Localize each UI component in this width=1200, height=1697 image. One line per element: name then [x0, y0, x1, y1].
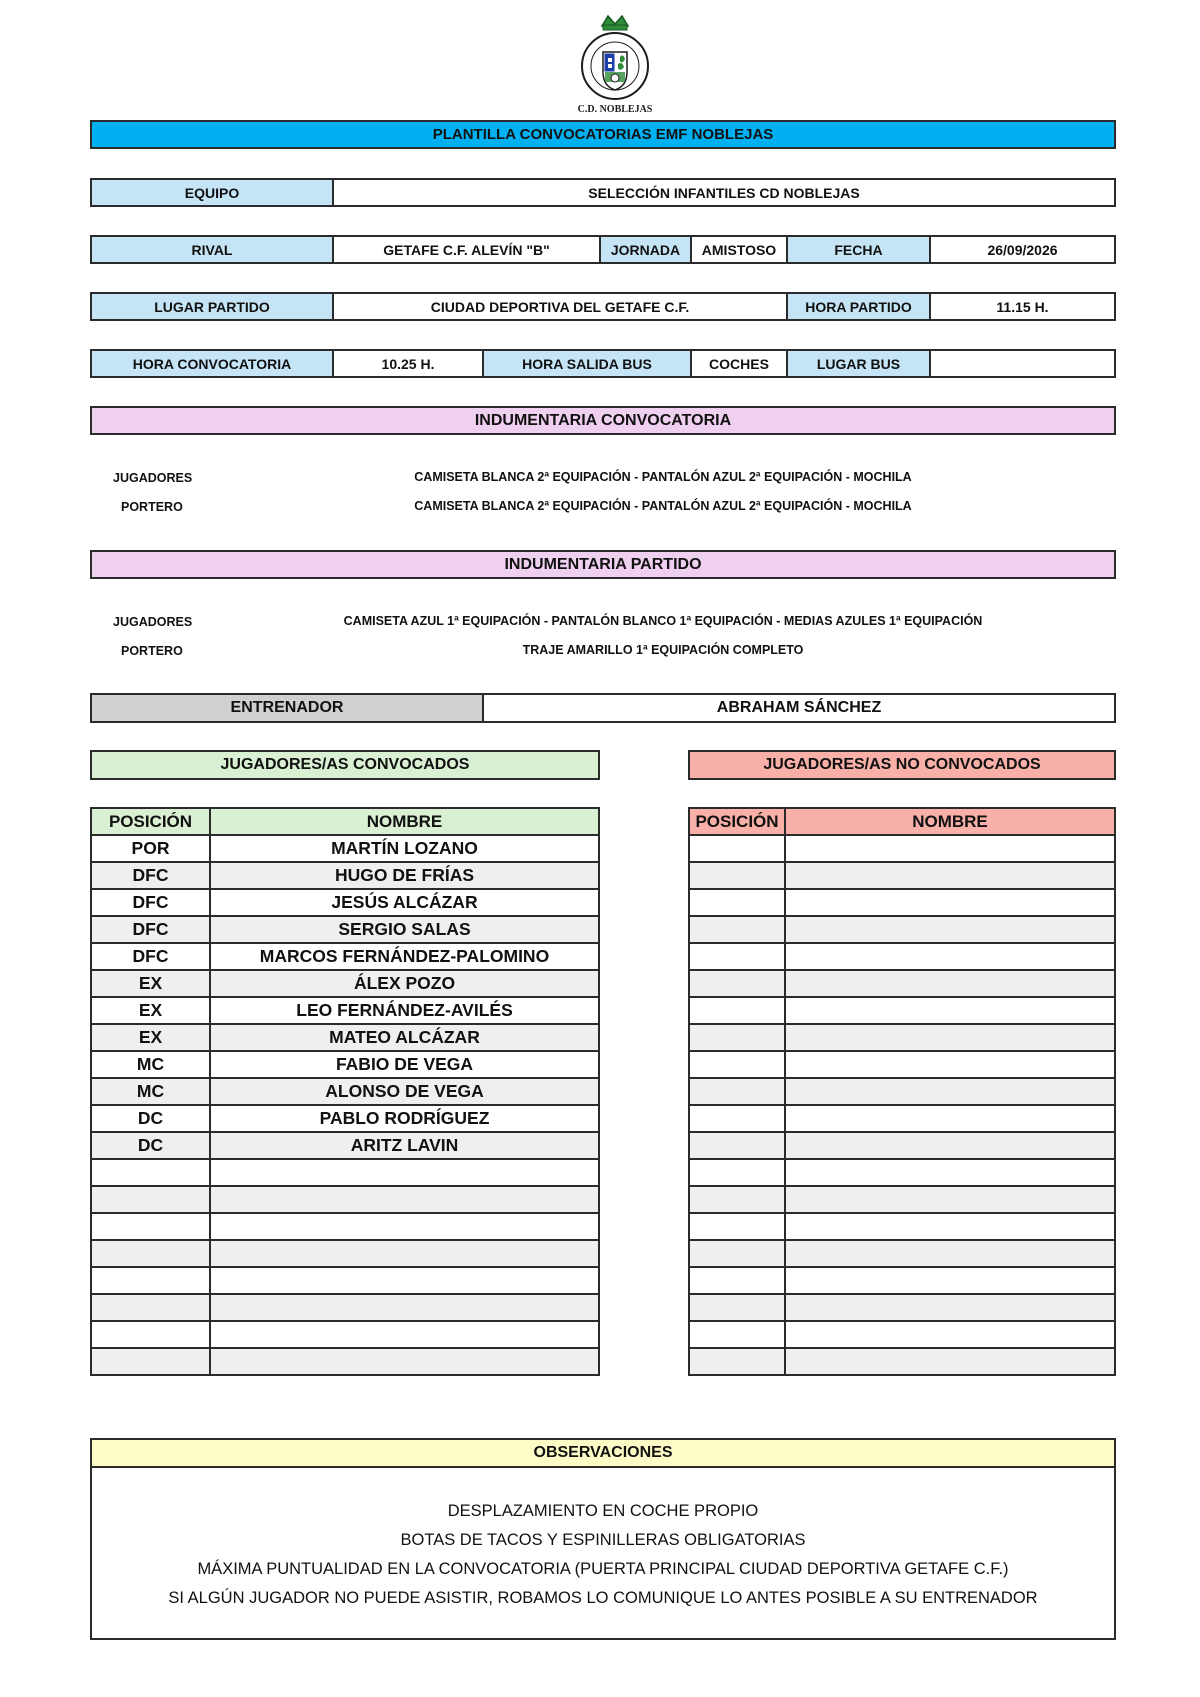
table-row	[689, 1159, 1115, 1186]
row-posicion	[689, 1078, 785, 1105]
table-row	[689, 862, 1115, 889]
table-row	[91, 997, 599, 1024]
row-posicion	[91, 1294, 210, 1321]
observaciones-header	[90, 1438, 1116, 1468]
row-nombre: LEO FERNÁNDEZ-AVILÉS	[210, 997, 599, 1024]
table-row	[689, 1348, 1115, 1375]
rival-value: GETAFE C.F. ALEVÍN "B"	[334, 237, 601, 262]
row-nombre	[210, 1294, 599, 1321]
table-row	[91, 1267, 599, 1294]
row-posicion: MC	[91, 1051, 210, 1078]
row-posicion	[689, 1105, 785, 1132]
row-nombre	[210, 1321, 599, 1348]
row-posicion	[689, 1348, 785, 1375]
page-title	[90, 120, 1116, 149]
no-convocados-table	[688, 807, 1116, 1376]
table-row	[689, 1294, 1115, 1321]
row-posicion	[91, 1240, 210, 1267]
row-nombre	[785, 862, 1115, 889]
row-nombre	[785, 1321, 1115, 1348]
observacion-line: BOTAS DE TACOS Y ESPINILLERAS OBLIGATORIAS	[400, 1531, 806, 1549]
table-row	[91, 1240, 599, 1267]
observacion-line: SI ALGÚN JUGADOR NO PUEDE ASISTIR, ROBAMOS LO COMUNIQUE LO ANTES POSIBLE A SU ENTRENADOR	[168, 1589, 1038, 1607]
table-row	[91, 835, 599, 862]
row-posicion	[91, 1159, 210, 1186]
row-posicion	[689, 1321, 785, 1348]
observacion-line: MÁXIMA PUNTUALIDAD EN LA CONVOCATORIA (PUERTA PRINCIPAL CIUDAD DEPORTIVA GETAFE C.F.)	[197, 1560, 1009, 1578]
conv-jugadores-label: JUGADORES	[113, 471, 193, 485]
hora-conv-row	[90, 349, 1116, 378]
table-row	[91, 1213, 599, 1240]
table-row	[91, 916, 599, 943]
row-posicion: DFC	[91, 889, 210, 916]
observaciones-title: OBSERVACIONES	[533, 1444, 673, 1461]
jornada-value: AMISTOSO	[692, 237, 788, 262]
table-row	[91, 1132, 599, 1159]
entrenador-value: ABRAHAM SÁNCHEZ	[484, 695, 1114, 721]
row-nombre	[210, 1186, 599, 1213]
no-convocados-col-posicion: POSICIÓN	[689, 808, 785, 835]
hora-partido-value: 11.15 H.	[931, 294, 1114, 319]
entrenador-label: ENTRENADOR	[92, 695, 484, 721]
row-nombre	[785, 1024, 1115, 1051]
row-posicion	[689, 889, 785, 916]
table-row	[689, 835, 1115, 862]
fecha-value: 26/09/2026	[931, 237, 1114, 262]
indumentaria-partido-title: INDUMENTARIA PARTIDO	[504, 555, 702, 573]
row-posicion: MC	[91, 1078, 210, 1105]
observacion-line: DESPLAZAMIENTO EN COCHE PROPIO	[447, 1502, 759, 1520]
table-row	[91, 1186, 599, 1213]
equipo-label: EQUIPO	[92, 180, 334, 205]
indumentaria-partido-header	[90, 550, 1116, 579]
rival-row	[90, 235, 1116, 264]
table-row	[689, 916, 1115, 943]
conv-portero-kit: CAMISETA BLANCA 2ª EQUIPACIÓN - PANTALÓN AZUL 2ª EQUIPACIÓN - MOCHILA	[414, 499, 912, 513]
table-row	[689, 1213, 1115, 1240]
row-nombre: ALONSO DE VEGA	[210, 1078, 599, 1105]
row-posicion	[689, 1024, 785, 1051]
equipo-row	[90, 178, 1116, 207]
lugar-value: CIUDAD DEPORTIVA DEL GETAFE C.F.	[334, 294, 788, 319]
no-convocados-header	[688, 750, 1116, 780]
table-row	[689, 1051, 1115, 1078]
partido-jugadores-label: JUGADORES	[113, 615, 193, 629]
row-posicion	[689, 1294, 785, 1321]
row-nombre: JESÚS ALCÁZAR	[210, 889, 599, 916]
table-row	[91, 1294, 599, 1321]
row-posicion	[689, 835, 785, 862]
conv-jugadores-kit: CAMISETA BLANCA 2ª EQUIPACIÓN - PANTALÓN AZUL 2ª EQUIPACIÓN - MOCHILA	[414, 470, 912, 484]
table-row	[91, 943, 599, 970]
row-posicion	[91, 1321, 210, 1348]
fecha-label: FECHA	[788, 237, 931, 262]
table-row	[689, 1105, 1115, 1132]
table-row	[91, 1051, 599, 1078]
crest-icon	[570, 12, 660, 115]
row-posicion	[689, 970, 785, 997]
table-row	[689, 943, 1115, 970]
row-posicion: EX	[91, 1024, 210, 1051]
row-posicion	[689, 1159, 785, 1186]
table-row	[689, 1024, 1115, 1051]
row-posicion	[689, 1213, 785, 1240]
table-row	[91, 889, 599, 916]
row-nombre	[785, 1105, 1115, 1132]
lugar-bus-value	[931, 351, 1114, 376]
row-posicion	[689, 1186, 785, 1213]
row-posicion: POR	[91, 835, 210, 862]
jornada-label: JORNADA	[601, 237, 692, 262]
conv-portero-label: PORTERO	[121, 500, 183, 514]
table-row	[91, 1078, 599, 1105]
row-nombre	[785, 889, 1115, 916]
partido-jugadores-kit: CAMISETA AZUL 1ª EQUIPACIÓN - PANTALÓN BLANCO 1ª EQUIPACIÓN - MEDIAS AZULES 1ª EQUIPACIÓN	[343, 614, 983, 628]
convocados-table	[90, 807, 600, 1376]
row-nombre	[785, 1159, 1115, 1186]
partido-portero-kit: TRAJE AMARILLO 1ª EQUIPACIÓN COMPLETO	[522, 643, 804, 657]
table-row	[91, 1348, 599, 1375]
row-posicion	[91, 1213, 210, 1240]
no-convocados-title: JUGADORES/AS NO CONVOCADOS	[763, 756, 1041, 773]
indumentaria-convocatoria-header	[90, 406, 1116, 435]
row-posicion	[689, 1240, 785, 1267]
row-posicion	[689, 997, 785, 1024]
row-nombre	[785, 1186, 1115, 1213]
table-row	[689, 889, 1115, 916]
row-nombre: MARTÍN LOZANO	[210, 835, 599, 862]
convocados-col-posicion: POSICIÓN	[91, 808, 210, 835]
equipo-value: SELECCIÓN INFANTILES CD NOBLEJAS	[334, 180, 1114, 205]
row-nombre: PABLO RODRÍGUEZ	[210, 1105, 599, 1132]
convocados-col-nombre: NOMBRE	[210, 808, 599, 835]
hora-bus-value: COCHES	[692, 351, 788, 376]
row-posicion	[689, 1267, 785, 1294]
row-posicion	[689, 1132, 785, 1159]
row-nombre	[785, 1078, 1115, 1105]
lugar-bus-label: LUGAR BUS	[788, 351, 931, 376]
table-row	[91, 862, 599, 889]
table-row	[91, 1159, 599, 1186]
row-nombre	[785, 1051, 1115, 1078]
indumentaria-convocatoria-title: INDUMENTARIA CONVOCATORIA	[474, 411, 732, 429]
table-row	[689, 1267, 1115, 1294]
rival-label: RIVAL	[92, 237, 334, 262]
row-posicion: DC	[91, 1105, 210, 1132]
row-posicion	[91, 1348, 210, 1375]
row-posicion: DFC	[91, 943, 210, 970]
row-posicion: DC	[91, 1132, 210, 1159]
table-row	[689, 970, 1115, 997]
hora-conv-value: 10.25 H.	[334, 351, 484, 376]
row-nombre: ARITZ LAVIN	[210, 1132, 599, 1159]
row-posicion: EX	[91, 997, 210, 1024]
table-row	[689, 1240, 1115, 1267]
table-row	[689, 1132, 1115, 1159]
table-row	[91, 970, 599, 997]
row-nombre	[210, 1348, 599, 1375]
lugar-label: LUGAR PARTIDO	[92, 294, 334, 319]
row-posicion	[689, 916, 785, 943]
row-nombre: SERGIO SALAS	[210, 916, 599, 943]
convocados-title: JUGADORES/AS CONVOCADOS	[220, 756, 470, 773]
table-row	[689, 1321, 1115, 1348]
row-posicion: EX	[91, 970, 210, 997]
entrenador-row	[90, 693, 1116, 723]
table-row	[689, 997, 1115, 1024]
row-nombre	[210, 1267, 599, 1294]
observaciones-box	[90, 1466, 1116, 1640]
row-nombre: ÁLEX POZO	[210, 970, 599, 997]
table-row	[689, 1078, 1115, 1105]
row-nombre: MARCOS FERNÁNDEZ-PALOMINO	[210, 943, 599, 970]
row-nombre	[785, 1213, 1115, 1240]
row-nombre	[785, 835, 1115, 862]
row-nombre	[785, 1240, 1115, 1267]
hora-bus-label: HORA SALIDA BUS	[484, 351, 692, 376]
row-nombre	[785, 1267, 1115, 1294]
club-crest	[570, 12, 660, 115]
row-posicion	[91, 1186, 210, 1213]
row-nombre	[785, 1132, 1115, 1159]
page-title-text: PLANTILLA CONVOCATORIAS EMF NOBLEJAS	[432, 126, 774, 143]
crest-caption: C.D. NOBLEJAS	[577, 104, 653, 115]
row-nombre	[785, 943, 1115, 970]
table-row	[91, 1105, 599, 1132]
row-nombre	[210, 1159, 599, 1186]
table-row	[689, 1186, 1115, 1213]
convocados-header	[90, 750, 600, 780]
row-nombre	[785, 1348, 1115, 1375]
row-nombre	[785, 1294, 1115, 1321]
row-nombre	[210, 1213, 599, 1240]
row-nombre	[785, 997, 1115, 1024]
row-posicion	[689, 943, 785, 970]
lugar-row	[90, 292, 1116, 321]
row-posicion: DFC	[91, 862, 210, 889]
row-nombre	[785, 970, 1115, 997]
row-nombre	[210, 1240, 599, 1267]
no-convocados-col-nombre: NOMBRE	[785, 808, 1115, 835]
row-nombre: FABIO DE VEGA	[210, 1051, 599, 1078]
row-posicion: DFC	[91, 916, 210, 943]
row-nombre: HUGO DE FRÍAS	[210, 862, 599, 889]
partido-portero-label: PORTERO	[121, 644, 183, 658]
hora-partido-label: HORA PARTIDO	[788, 294, 931, 319]
row-nombre	[785, 916, 1115, 943]
row-posicion	[689, 862, 785, 889]
hora-conv-label: HORA CONVOCATORIA	[92, 351, 334, 376]
row-posicion	[91, 1267, 210, 1294]
row-posicion	[689, 1051, 785, 1078]
table-row	[91, 1321, 599, 1348]
table-row	[91, 1024, 599, 1051]
row-nombre: MATEO ALCÁZAR	[210, 1024, 599, 1051]
